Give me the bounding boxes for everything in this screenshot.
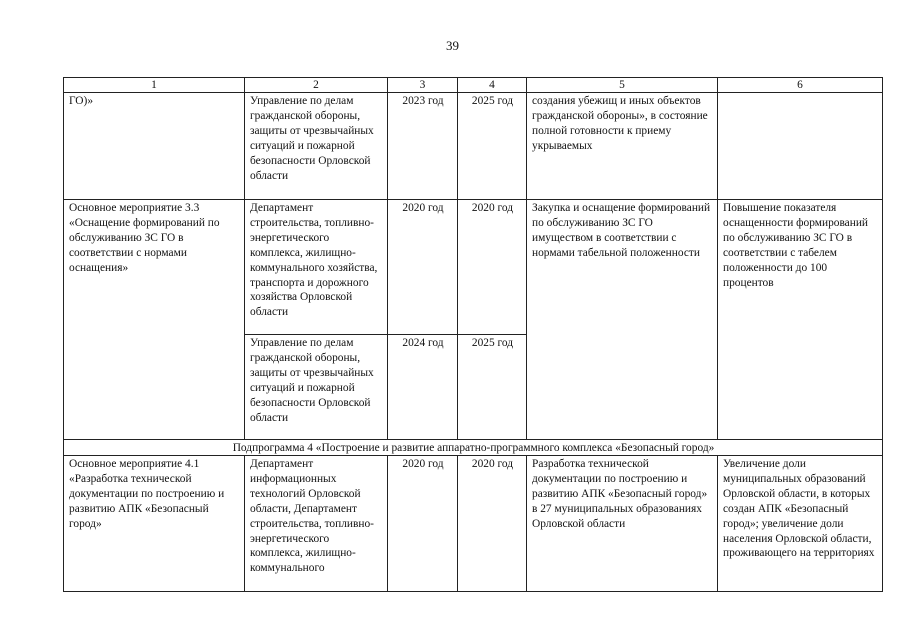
- end-year: 2020 год: [458, 200, 527, 335]
- measures-table: [63, 77, 883, 592]
- subprogram-row: [64, 440, 883, 456]
- header-cell-4: 4: [458, 78, 527, 93]
- executor: [245, 456, 388, 592]
- page-number: 39: [446, 38, 459, 53]
- executor-text: Департамент информационных технологий Орловской области, Департамент строительства, топливно-энергетического комплекса, жилищно-коммунального: [250, 458, 374, 575]
- start-year-text: 2020 год: [402, 458, 444, 470]
- header-cell-5: 5: [527, 78, 718, 93]
- end-year: 2025 год: [458, 335, 527, 440]
- header-cell-2: 2: [245, 78, 388, 93]
- indicator-link-text: Увеличение доли муниципальных образований Орловской области, в которых создан АПК «Безопасный город»; увеличение доли населения Орловской области, проживающего на территориях: [723, 458, 875, 560]
- expected-result: Закупка и оснащение формирований по обслуживанию ЗС ГО имуществом в соответствии с нормами табельной положенности: [527, 200, 718, 440]
- indicator-link: [718, 93, 883, 200]
- expected-result: [527, 456, 718, 592]
- start-year: 2023 год: [388, 93, 458, 200]
- start-year: 2020 год: [388, 200, 458, 335]
- expected-result: создания убежищ и иных объектов гражданской обороны», в состояние полной готовности к приему укрываемых: [527, 93, 718, 200]
- executor: Департамент строительства, топливно-энергетического комплекса, жилищно-коммунального хозяйства, транспорта и дорожного хозяйства Орловской области: [245, 200, 388, 335]
- measure-name: [64, 456, 245, 592]
- table-row-3-3-a: [64, 200, 883, 335]
- end-year-text: 2020 год: [471, 458, 514, 470]
- executor: Управление по делам гражданской обороны, защиты от чрезвычайных ситуаций и пожарной безопасности Орловской области: [245, 93, 388, 200]
- executor: Управление по делам гражданской обороны, защиты от чрезвычайных ситуаций и пожарной безопасности Орловской области: [245, 335, 388, 440]
- measure-name-text: Основное мероприятие 4.1 «Разработка технической документации по построению и развитию АПК «Безопасный город»: [69, 458, 225, 530]
- indicator-link: [718, 456, 883, 592]
- end-year: 2025 год: [458, 93, 527, 200]
- end-year: [458, 456, 527, 592]
- subprogram-title: Подпрограмма 4 «Построение и развитие аппаратно-программного комплекса «Безопасный город»: [64, 440, 883, 456]
- start-year: [388, 456, 458, 592]
- indicator-link: Повышение показателя оснащенности формирований по обслуживанию ЗС ГО в соответствии с табелем положенности до 100 процентов: [718, 200, 883, 440]
- table-row-4-1: [64, 456, 883, 592]
- header-row: [64, 78, 883, 93]
- measure-name: Основное мероприятие 3.3 «Оснащение формирований по обслуживанию ЗС ГО в соответствии с нормами оснащения»: [64, 200, 245, 440]
- header-cell-3: 3: [388, 78, 458, 93]
- measure-name: ГО)»: [64, 93, 245, 200]
- header-cell-1: 1: [64, 78, 245, 93]
- start-year: 2024 год: [388, 335, 458, 440]
- header-cell-6: 6: [718, 78, 883, 93]
- table-row-continuation: [64, 93, 883, 200]
- expected-result-text: Разработка технической документации по построению и развитию АПК «Безопасный город» в 27 муниципальных образованиях Орловской области: [532, 458, 708, 530]
